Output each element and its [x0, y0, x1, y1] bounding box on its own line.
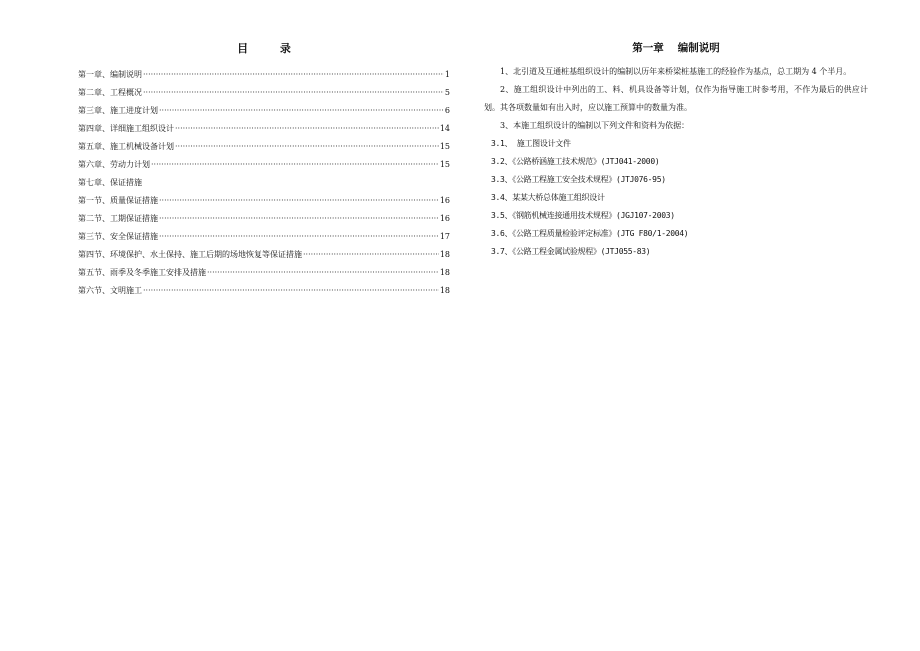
toc-leader-dots: [207, 264, 439, 282]
toc-entry-page: 16: [439, 196, 450, 205]
toc-entry: [78, 192, 450, 210]
toc-entry-label: 第六节、文明施工: [78, 286, 142, 295]
toc-entry-label: 第二章、工程概况: [78, 88, 142, 97]
toc-leader-dots: [159, 228, 439, 246]
toc-entry-page: 14: [439, 124, 450, 133]
reference-item: 3.2、《公路桥涵施工技术规范》(JTJ041-2000): [491, 157, 660, 166]
toc-entry: [78, 174, 450, 192]
toc-leader-dots: [143, 66, 444, 84]
toc-entry: [78, 156, 450, 174]
reference-item: 3.6、《公路工程质量检验评定标准》(JTG F80/1-2004): [491, 229, 689, 238]
toc-entry-page: 18: [439, 268, 450, 277]
toc-entry: [78, 138, 450, 156]
toc-entry-page: 18: [439, 250, 450, 259]
toc-entry: [78, 102, 450, 120]
toc-leader-dots: [159, 102, 444, 120]
toc-leader-dots: [159, 210, 439, 228]
reference-item: 3.1、 施工图设计文件: [491, 139, 571, 148]
toc-entry-label: 第四节、环境保护、水土保持、施工后期的场地恢复等保证措施: [78, 250, 302, 259]
toc-leader-dots: [303, 246, 439, 264]
toc-entry: [78, 282, 450, 300]
toc-entry-label: 第七章、保证措施: [78, 178, 142, 187]
chapter-section: [484, 40, 868, 261]
toc-entry-label: 第三节、安全保证措施: [78, 232, 158, 241]
toc-list: [78, 66, 450, 300]
toc-entry-label: 第六章、劳动力计划: [78, 160, 150, 169]
toc-entry-label: 第一节、质量保证措施: [78, 196, 158, 205]
toc-entry-label: 第一章、编制说明: [78, 70, 142, 79]
toc-entry-label: 第四章、详细施工组织设计: [78, 124, 174, 133]
toc-entry: [78, 246, 450, 264]
reference-item: 3.5、《钢筋机械连接通用技术规程》(JGJ107-2003): [491, 211, 675, 220]
toc-entry: [78, 66, 450, 84]
toc-leader-dots: [175, 120, 439, 138]
toc-entry-label: 第二节、工期保证措施: [78, 214, 158, 223]
toc-leader-dots: [175, 138, 439, 156]
toc-leader-dots: [143, 282, 439, 300]
toc-entry-page: 1: [444, 70, 450, 79]
toc-entry-page: 17: [439, 232, 450, 241]
toc-entry: [78, 264, 450, 282]
toc-entry-page: 15: [439, 160, 450, 169]
toc-entry-label: 第五节、雨季及冬季施工安排及措施: [78, 268, 206, 277]
toc-entry-page: 15: [439, 142, 450, 151]
reference-item: 3.3、《公路工程施工安全技术规程》(JTJ076-95): [491, 175, 666, 184]
reference-item: 3.4、某某大桥总体施工组织设计: [491, 193, 605, 202]
table-of-contents: [78, 40, 450, 300]
paragraph: 3、本施工组织设计的编制以下列文件和资料为依据：: [500, 121, 690, 130]
toc-entry: [78, 210, 450, 228]
reference-item: 3.7、《公路工程金属试验规程》(JTJ055-83): [491, 247, 651, 256]
toc-entry: [78, 120, 450, 138]
toc-entry-page: 16: [439, 214, 450, 223]
toc-entry-page: 18: [439, 286, 450, 295]
toc-title: 目 录: [237, 42, 305, 55]
paragraph: 2、施工组织设计中列出的工、料、机具设备等计划，仅作为指导施工时参考用，不作为最后的供应计划。其各项数量如有出入时，应以施工预算中的数量为准。: [484, 85, 868, 112]
toc-entry-label: 第三章、施工进度计划: [78, 106, 158, 115]
chapter-number: 第一章: [632, 42, 664, 54]
paragraph: 1、北引道及互通桩基组织设计的编制以历年来桥梁桩基施工的经验作为基点，总工期为 4 个半月。: [500, 67, 852, 76]
toc-entry-page: 6: [444, 106, 450, 115]
toc-leader-dots: [151, 156, 439, 174]
toc-entry: [78, 228, 450, 246]
toc-entry-label: 第五章、施工机械设备计划: [78, 142, 174, 151]
chapter-name: 编制说明: [677, 42, 720, 54]
toc-leader-dots: [143, 84, 444, 102]
toc-leader-dots: [159, 192, 439, 210]
chapter-title: [484, 40, 868, 55]
toc-entry: [78, 84, 450, 102]
toc-entry-page: 5: [444, 88, 450, 97]
